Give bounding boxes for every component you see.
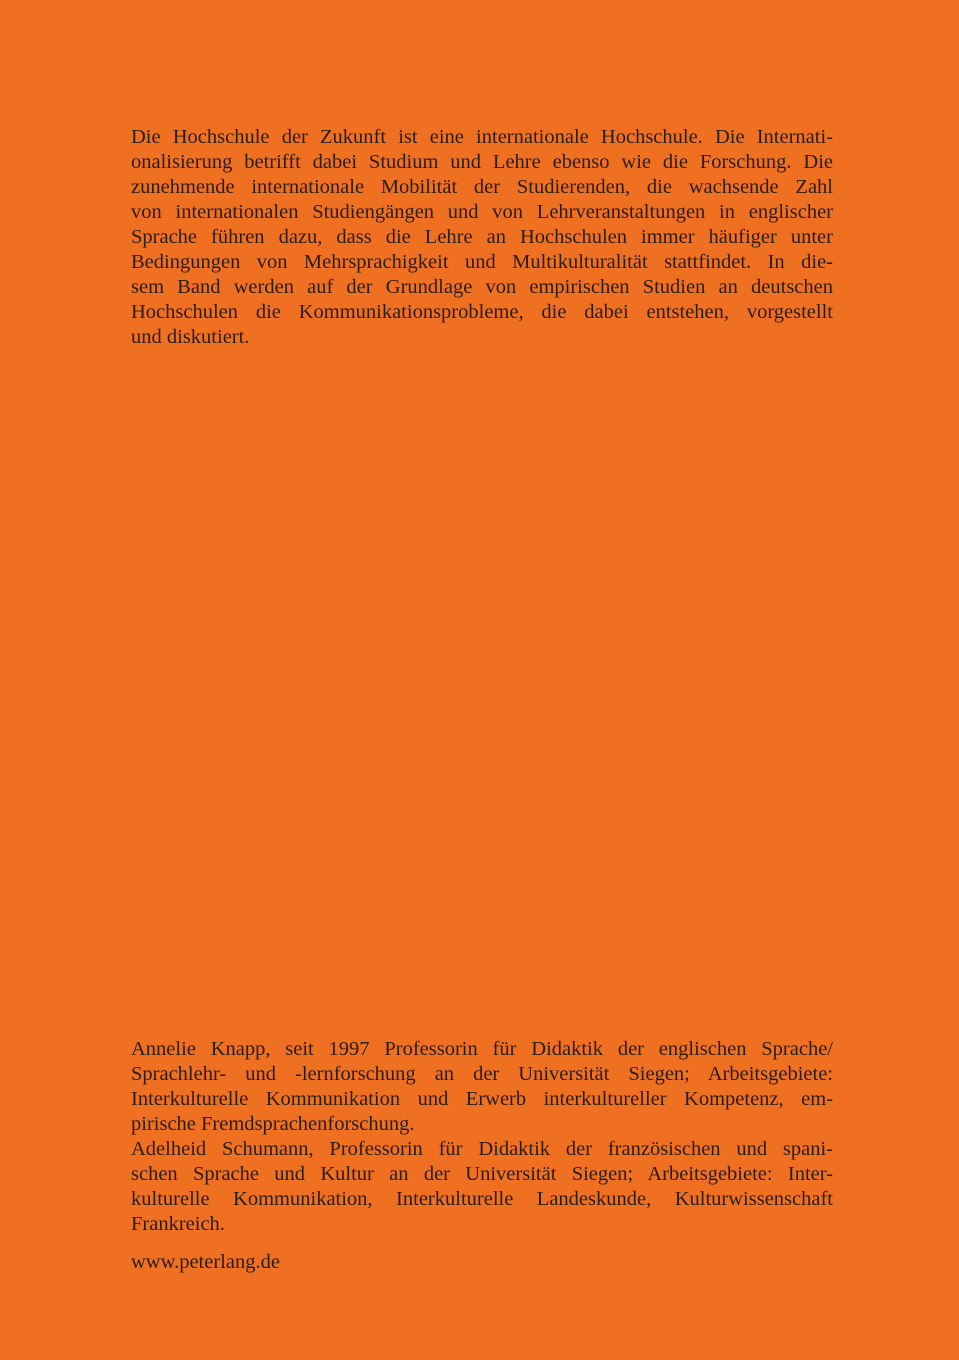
bio-line: Annelie Knapp, seit 1997 Professorin für Didaktik der englischen Sprache/ <box>131 1038 833 1060</box>
bio-line: Adelheid Schumann, Professorin für Didaktik der französischen und spani- <box>131 1138 833 1160</box>
blurb-line: sem Band werden auf der Grundlage von empirischen Studien an deutschen <box>131 276 833 298</box>
blurb-line: Die Hochschule der Zukunft ist eine internationale Hochschule. Die Internati- <box>131 126 833 148</box>
bio-line: Sprachlehr- und -lernforschung an der Universität Siegen; Arbeitsgebiete: <box>131 1063 833 1085</box>
blurb-line: Hochschulen die Kommunikationsprobleme, die dabei entstehen, vorgestellt <box>131 301 833 323</box>
blurb-line: zunehmende internationale Mobilität der Studierenden, die wachsende Zahl <box>131 176 833 198</box>
blurb-line: und diskutiert. <box>131 326 250 348</box>
publisher-url[interactable]: www.peterlang.de <box>131 1251 280 1273</box>
blurb-line: von internationalen Studiengängen und von Lehrveranstaltungen in englischer <box>131 201 833 223</box>
bio-line: kulturelle Kommunikation, Interkulturelle Landeskunde, Kulturwissenschaft <box>131 1188 833 1210</box>
blurb-line: Sprache führen dazu, dass die Lehre an Hochschulen immer häufiger unter <box>131 226 833 248</box>
blurb-line: Bedingungen von Mehrsprachigkeit und Multikulturalität stattfindet. In die- <box>131 251 833 273</box>
blurb-line: onalisierung betrifft dabei Studium und Lehre ebenso wie die Forschung. Die <box>131 151 833 173</box>
bio-line: Interkulturelle Kommunikation und Erwerb interkultureller Kompetenz, em- <box>131 1088 833 1110</box>
bio-line: Frankreich. <box>131 1213 225 1235</box>
bio-line: schen Sprache und Kultur an der Universität Siegen; Arbeitsgebiete: Inter- <box>131 1163 833 1185</box>
bio-line: pirische Fremdsprachenforschung. <box>131 1113 415 1135</box>
